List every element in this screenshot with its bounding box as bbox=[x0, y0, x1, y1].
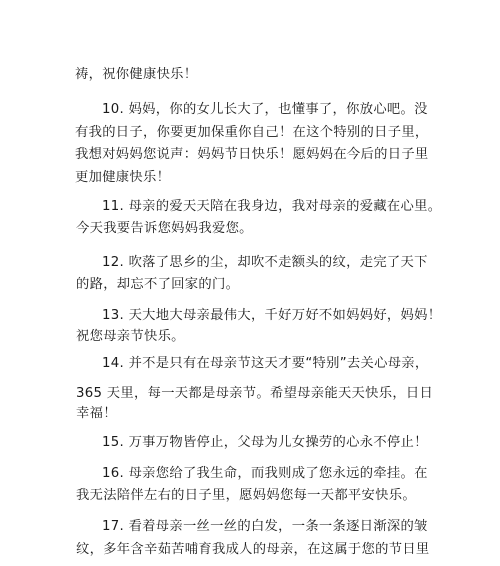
item-16-line-2: 我无法陪伴左右的日子里，愿妈妈您每一天都平安快乐。 bbox=[76, 488, 416, 503]
item-13-line-1: 13. 天大地大母亲最伟大，千好万好不如妈妈好，妈妈！ bbox=[102, 308, 442, 323]
item-14-line-3: 幸福！ bbox=[76, 406, 117, 421]
text-line: 祷，祝你健康快乐！ bbox=[75, 67, 198, 82]
item-10-line-4: 更加健康快乐！ bbox=[75, 170, 171, 185]
item-12-line-2: 的路，却忘不了回家的门。 bbox=[76, 277, 240, 292]
item-12-line-1: 12. 吹落了思乡的尘，却吹不走额头的纹，走完了天下 bbox=[102, 255, 428, 270]
item-13-line-2: 祝您母亲节快乐。 bbox=[76, 329, 185, 344]
item-14-line-2: 365 天里，每一天都是母亲节。希望母亲能天天快乐，日日 bbox=[76, 386, 434, 401]
item-17-line-1: 17. 看着母亲一丝一丝的白发，一条一条逐日渐深的皱 bbox=[102, 519, 428, 534]
item-10-line-2: 有我的日子，你要更加保重你自己！在这个特别的日子里， bbox=[75, 125, 429, 140]
item-11-line-1: 11. 母亲的爱天天陪在我身边，我对母亲的爱藏在心里。 bbox=[102, 199, 442, 214]
item-14-line-1: 14. 并不是只有在母亲节这天才要“特别”去关心母亲， bbox=[102, 356, 429, 371]
item-17-line-2: 纹，多年含辛茹苦哺育我成人的母亲，在这属于您的节日里 bbox=[76, 542, 430, 557]
item-16-line-1: 16. 母亲您给了我生命，而我则成了您永远的牵挂。在 bbox=[102, 466, 428, 481]
item-15-line-1: 15. 万事万物皆停止，父母为儿女操劳的心永不停止！ bbox=[102, 435, 428, 450]
item-10-line-1: 10. 妈妈，你的女儿长大了，也懂事了，你放心吧。没 bbox=[102, 102, 428, 117]
item-11-line-2: 今天我要告诉您妈妈我爱您。 bbox=[76, 221, 253, 236]
item-10-line-3: 我想对妈妈您说声：妈妈节日快乐！愿妈妈在今后的日子里 bbox=[75, 147, 429, 162]
